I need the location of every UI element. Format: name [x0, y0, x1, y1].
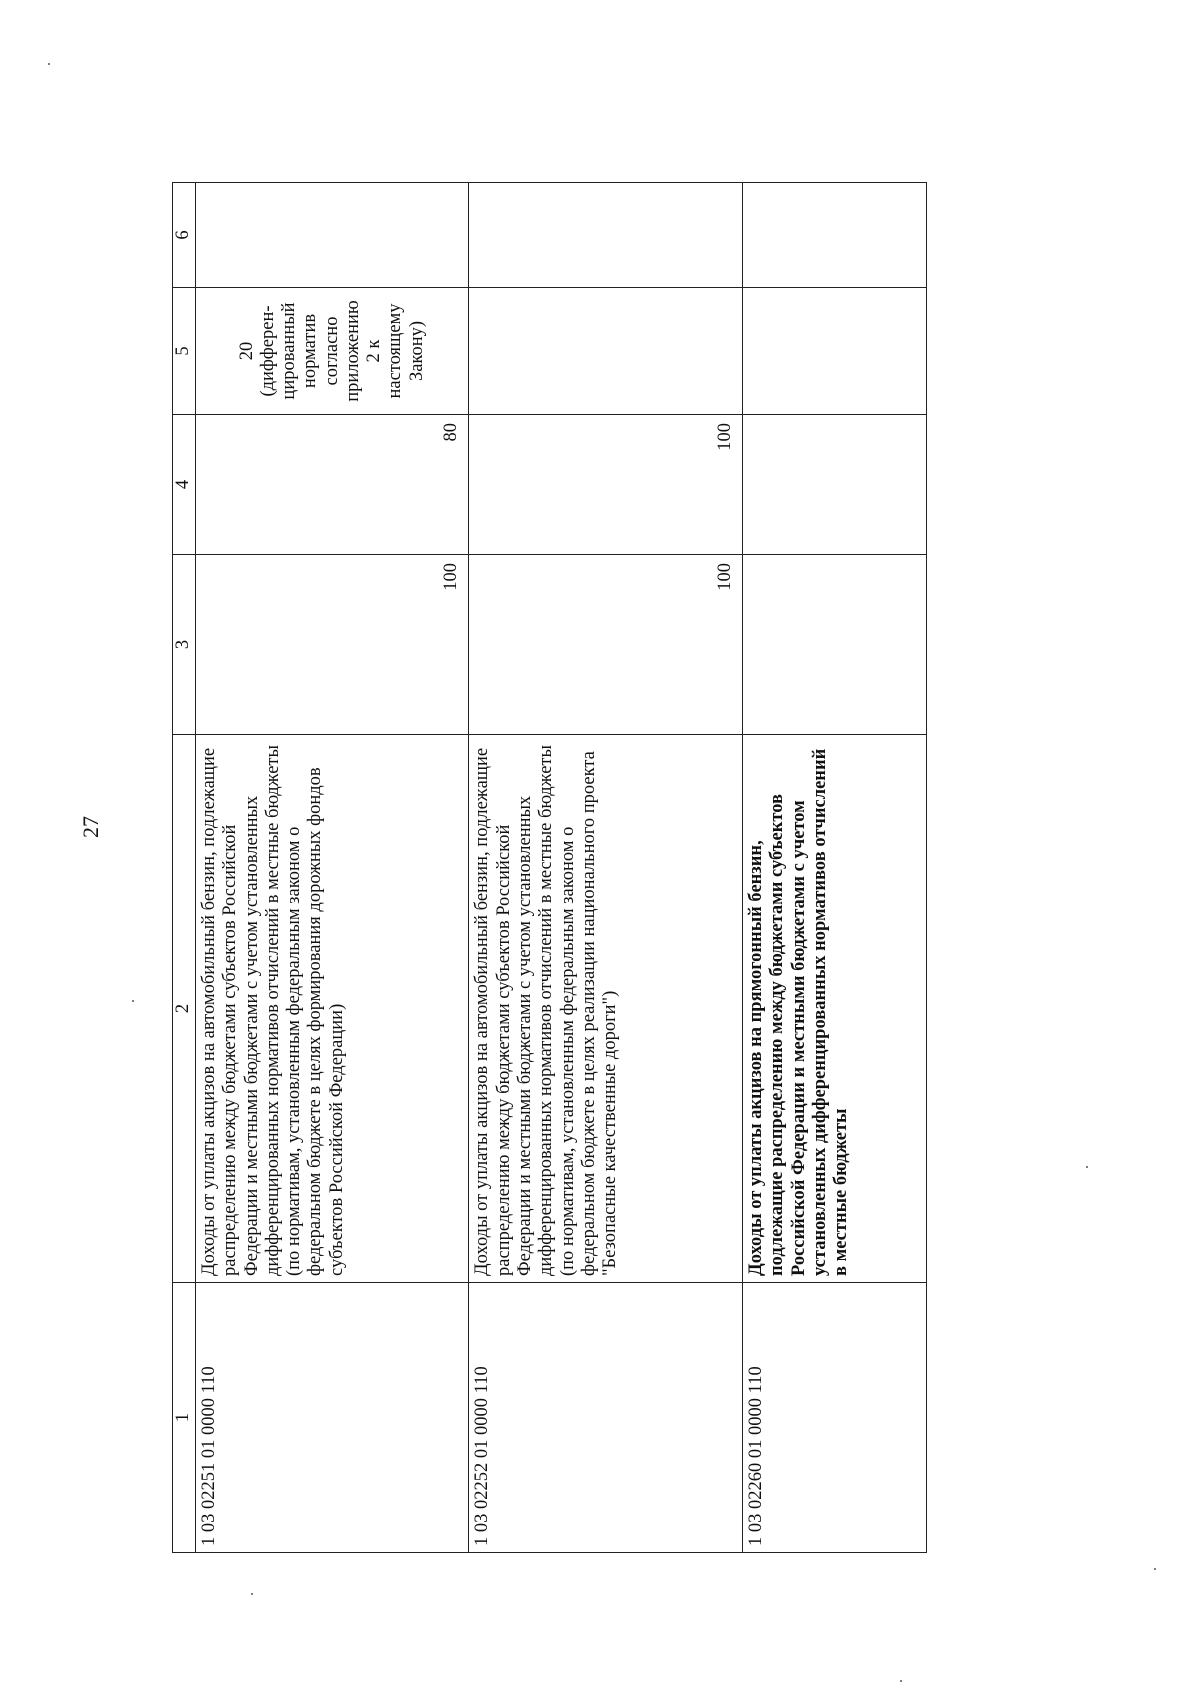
column-5-value [742, 288, 926, 415]
column-4-value: 80 [196, 415, 469, 555]
rotated-table-container [172, 183, 927, 1553]
column-6-value [196, 183, 469, 288]
column-4-value [742, 415, 926, 555]
column-header-2: 2 [173, 735, 196, 1283]
column-4-value: 100 [469, 415, 742, 555]
revenue-code-cell: 1 03 02251 01 0000 110 [196, 1283, 469, 1553]
column-5-value [469, 288, 742, 415]
column-5-value: 20 (дифферен-цированный норматив согласно приложению 2 к настоящему Закону) [196, 288, 469, 415]
column-header-4: 4 [173, 415, 196, 555]
revenue-description-cell: Доходы от уплаты акцизов на автомобильный бензин, подлежащие распределению между бюджетами субъектов Российской Федерации и местными бюджетами с учетом установленных дифференцированных нормативов отчислений в местные бюджеты (по нормативам, установленным федеральным законом о федеральном бюджете в целях формирования дорожных фондов субъектов Российской Федерации) [196, 735, 469, 1283]
scan-speck [132, 1000, 134, 1002]
scan-speck [1086, 1166, 1088, 1168]
revenue-description-cell: Доходы от уплаты акцизов на прямогонный бензин, подлежащие распределению между бюджетами субъектов Российской Федерации и местными бюджетами с учетом установленных дифференцированных нормативов отчислений в местные бюджеты [742, 735, 926, 1283]
table-row [742, 183, 926, 1553]
column-header-1: 1 [173, 1283, 196, 1553]
page-number: 27 [78, 816, 103, 838]
revenue-code-cell: 1 03 02252 01 0000 110 [469, 1283, 742, 1553]
revenue-code-cell: 1 03 02260 01 0000 110 [742, 1283, 926, 1553]
table-header-row [173, 183, 196, 1553]
column-6-value [742, 183, 926, 288]
scan-speck [48, 63, 50, 65]
scan-speck [251, 1593, 253, 1595]
column-3-value: 100 [469, 555, 742, 735]
column-3-value [742, 555, 926, 735]
table-row [196, 183, 469, 1553]
scan-speck [900, 1680, 902, 1682]
column-header-5: 5 [173, 288, 196, 415]
column-header-6: 6 [173, 183, 196, 288]
column-3-value: 100 [196, 555, 469, 735]
revenue-distribution-table [172, 182, 927, 1553]
column-header-3: 3 [173, 555, 196, 735]
revenue-description-cell: Доходы от уплаты акцизов на автомобильный бензин, подлежащие распределению между бюджетами субъектов Российской Федерации и местными бюджетами с учетом установленных дифференцированных нормативов отчислений в местные бюджеты (по нормативам, установленным федеральным законом о федеральном бюджете в целях реализации национального проекта "Безопасные качественные дороги") [469, 735, 742, 1283]
table-row [469, 183, 742, 1553]
column-6-value [469, 183, 742, 288]
scan-speck [1154, 1568, 1156, 1570]
